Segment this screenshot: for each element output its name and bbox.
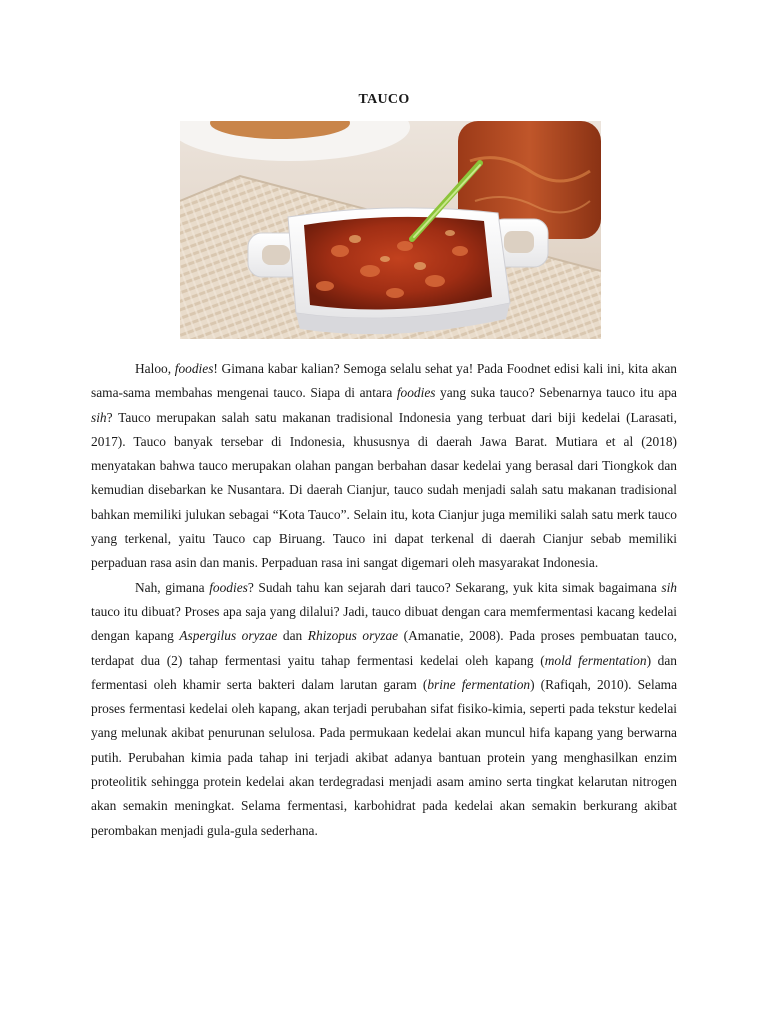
- text-run: ) (Rafiqah, 2010). Selama proses fermentasi kedelai oleh kapang, akan terjadi perubahan sifat fisiko-kimia, seperti pada tekstur kedelai yang melunak akibat penurunan selulosa. Pada permukaan kedelai akan muncul hifa kapang yang berwarna putih. Perubahan kimia pada tahap ini terjadi akibat adanya bantuan protein yang menghasilkan enzim proteolitik sehingga protein kedelai akan terdegradasi menjadi asam amino serta tingkat kelarutan nitrogen akan semakin meningkat. Selama fermentasi, karbohidrat pada kedelai akan semakin berkurang akibat perombakan menjadi gula-gula sederhana.: [91, 676, 678, 838]
- italic-text: Aspergilus oryzae: [179, 628, 278, 644]
- paragraph: [91, 576, 677, 843]
- article-body: [91, 357, 677, 843]
- italic-text: Rhizopus oryzae: [307, 628, 399, 644]
- italic-text: foodies: [209, 579, 248, 595]
- text-run: tauco itu dibuat? Proses apa saja yang dilalui? Jadi, tauco dibuat dengan cara memfermentasi kacang kedelai dengan kapang: [91, 603, 677, 644]
- text-run: ? Tauco merupakan salah satu makanan tradisional Indonesia yang terbuat dari biji kedelai (Larasati, 2017). Tauco banyak tersebar di Indonesia, khususnya di daerah Jawa Barat. Mutiara et al (2018) menyatakan bahwa tauco merupakan olahan pangan berbahan dasar kedelai yang berasal dari Tiongkok dan kemudian disebarkan ke Nusantara. Di daerah Cianjur, tauco sudah menjadi salah satu makanan tradisional bahkan memiliki julukan sebagai “Kota Tauco”. Selain itu, kota Cianjur juga memiliki salah satu merk tauco yang terkenal, yaitu Tauco cap Biruang. Tauco ini dapat terkenal di daerah Cianjur sebab memiliki perpaduan rasa asin dan manis. Perpaduan rasa ini sangat digemari oleh masyarakat Indonesia.: [91, 409, 677, 571]
- italic-text: brine fermentation: [427, 676, 531, 692]
- text-run: ! Gimana kabar kalian? Semoga selalu sehat ya! Pada Foodnet edisi kali ini, kita akan sama-sama membahas mengenai tauco. Siapa di antara: [91, 361, 677, 401]
- italic-text: sih: [91, 409, 107, 425]
- text-run: ) dan fermentasi oleh khamir serta bakteri dalam larutan garam (: [91, 652, 677, 692]
- page-title: TAUCO: [358, 92, 410, 107]
- tauco-bowl-photo: [180, 121, 601, 339]
- italic-text: mold fermentation: [544, 652, 647, 668]
- paragraph: [91, 357, 677, 576]
- text-run: (Amanatie, 2008). Pada proses pembuatan tauco, terdapat dua (2) tahap fermentasi yaitu tahap fermentasi kedelai oleh kapang (: [91, 628, 677, 668]
- text-run: Nah, gimana: [135, 579, 210, 595]
- text-run: ? Sudah tahu kan sejarah dari tauco? Sekarang, yuk kita simak bagaimana: [247, 579, 662, 595]
- italic-text: sih: [661, 579, 677, 595]
- italic-text: foodies: [396, 385, 436, 401]
- text-run: dan: [277, 628, 308, 644]
- text-run: yang suka tauco? Sebenarnya tauco itu apa: [435, 385, 677, 401]
- text-run: Haloo,: [135, 361, 175, 376]
- italic-text: foodies: [174, 361, 214, 376]
